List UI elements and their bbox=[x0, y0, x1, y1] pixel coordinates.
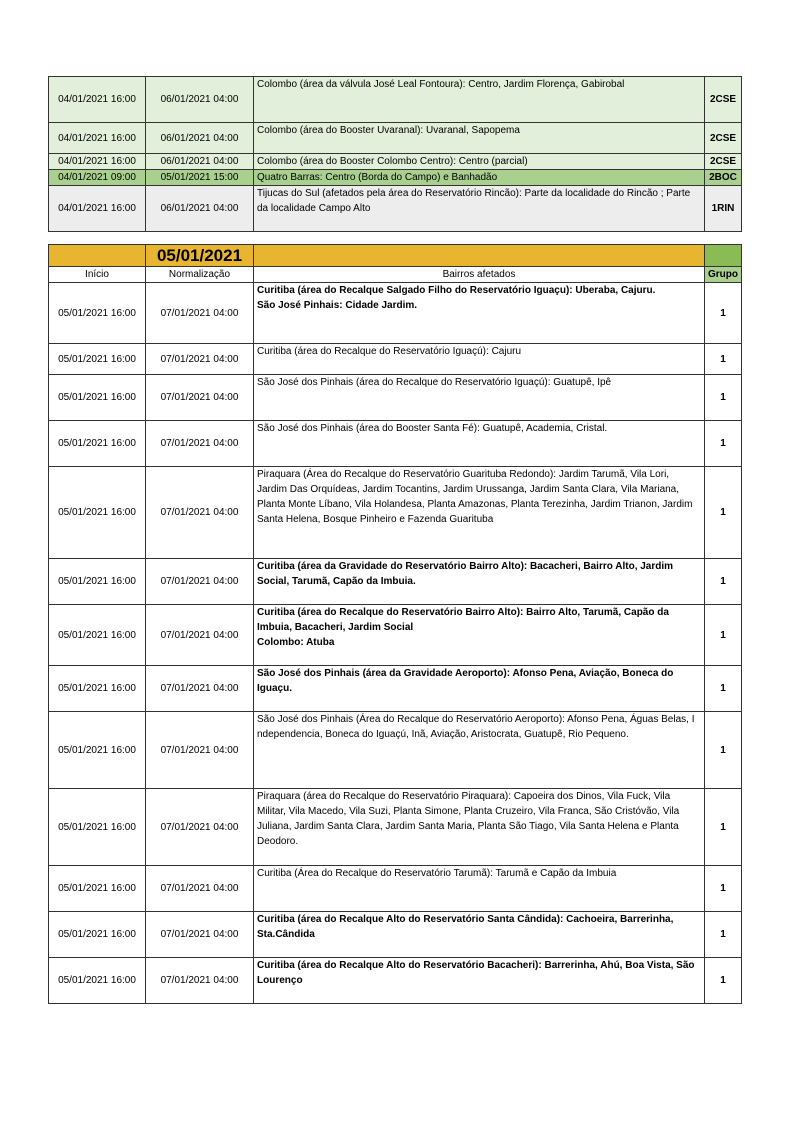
affected-neighborhoods-cell bbox=[254, 186, 705, 232]
table-row bbox=[49, 712, 742, 789]
normalization-time-cell: 07/01/2021 04:00 bbox=[146, 559, 254, 605]
affected-neighborhoods-cell bbox=[254, 77, 705, 123]
group-cell: 1 bbox=[705, 712, 742, 789]
normalization-time-cell: 07/01/2021 04:00 bbox=[146, 866, 254, 912]
affected-neighborhoods-cell bbox=[254, 605, 705, 666]
header-normalizacao: Normalização bbox=[146, 267, 254, 283]
start-time-cell: 05/01/2021 16:00 bbox=[49, 866, 146, 912]
table-row bbox=[49, 170, 742, 186]
normalization-time-cell: 07/01/2021 04:00 bbox=[146, 666, 254, 712]
neighborhoods-line: Quatro Barras: Centro (Borda do Campo) e Banhadão bbox=[257, 172, 498, 183]
start-time-cell: 04/01/2021 16:00 bbox=[49, 123, 146, 154]
neighborhoods-line: São José dos Pinhais (área da Gravidade Aeroporto): Afonso Pena, Aviação, Boneca do Iguaçu. bbox=[257, 668, 674, 694]
start-time-cell: 05/01/2021 16:00 bbox=[49, 344, 146, 375]
normalization-time-cell: 06/01/2021 04:00 bbox=[146, 123, 254, 154]
start-time-cell: 05/01/2021 16:00 bbox=[49, 605, 146, 666]
table-row bbox=[49, 467, 742, 559]
affected-neighborhoods-cell bbox=[254, 666, 705, 712]
affected-neighborhoods-cell bbox=[254, 467, 705, 559]
table-row bbox=[49, 559, 742, 605]
neighborhoods-line: Curitiba (área do Recalque Salgado Filho do Reservatório Iguaçu): Uberaba, Cajuru. bbox=[257, 285, 656, 296]
neighborhoods-line: Colombo: Atuba bbox=[257, 637, 335, 648]
normalization-time-cell: 05/01/2021 15:00 bbox=[146, 170, 254, 186]
neighborhoods-line: Curitiba (área do Recalque Alto do Reservatório Bacacheri): Barrerinha, Ahú, Boa Vista, São Lourenço bbox=[257, 960, 695, 986]
affected-neighborhoods-cell bbox=[254, 123, 705, 154]
neighborhoods-line: Curitiba (área do Recalque do Reservatório Bairro Alto): Bairro Alto, Tarumã, Capão da Imbuia, Bacacheri, Jardim Social bbox=[257, 607, 669, 633]
day-date: 05/01/2021 bbox=[146, 245, 254, 267]
affected-neighborhoods-cell bbox=[254, 154, 705, 170]
neighborhoods-line: Curitiba (Área do Recalque do Reservatório Tarumã): Tarumã e Capão da Imbuia bbox=[257, 868, 617, 879]
neighborhoods-line: Piraquara (Área do Recalque do Reservatório Guarituba Redondo): Jardim Tarumã, Vila Lori, Jardim Das Orquídeas, Jardim Tocantins, Jardim Urussanga, Jardim Santa Clara, Vila Mariana, Planta Monte Líbano, Vila Holandesa, Planta Amazonas, Planta Terezinha, Jardim Trianon, Jardim Santa Helena, Bosque Pinheiro e Fazenda Guarituba bbox=[257, 469, 693, 525]
affected-neighborhoods-cell bbox=[254, 170, 705, 186]
affected-neighborhoods-cell bbox=[254, 421, 705, 467]
header-bairros-afetados: Bairros afetados bbox=[254, 267, 705, 283]
table-row bbox=[49, 912, 742, 958]
table-row bbox=[49, 154, 742, 170]
group-cell: 1 bbox=[705, 344, 742, 375]
table-row bbox=[49, 77, 742, 123]
start-time-cell: 05/01/2021 16:00 bbox=[49, 789, 146, 866]
table-row bbox=[49, 186, 742, 232]
neighborhoods-line: Colombo (área da válvula José Leal Fontoura): Centro, Jardim Florença, Gabirobal bbox=[257, 79, 625, 90]
group-cell: 2BOC bbox=[705, 170, 742, 186]
group-cell: 1RIN bbox=[705, 186, 742, 232]
start-time-cell: 05/01/2021 16:00 bbox=[49, 912, 146, 958]
table-row bbox=[49, 866, 742, 912]
neighborhoods-line: Colombo (área do Booster Colombo Centro): Centro (parcial) bbox=[257, 156, 528, 167]
date-band-row bbox=[49, 245, 742, 267]
day-table-05-01-2021 bbox=[48, 244, 742, 1004]
normalization-time-cell: 07/01/2021 04:00 bbox=[146, 605, 254, 666]
date-band-empty bbox=[49, 245, 146, 267]
table-row bbox=[49, 666, 742, 712]
group-cell: 1 bbox=[705, 666, 742, 712]
start-time-cell: 04/01/2021 16:00 bbox=[49, 154, 146, 170]
table-row bbox=[49, 283, 742, 344]
table-row bbox=[49, 123, 742, 154]
neighborhoods-line: São José dos Pinhais (área do Booster Santa Fé): Guatupê, Academia, Cristal. bbox=[257, 423, 608, 434]
normalization-time-cell: 07/01/2021 04:00 bbox=[146, 283, 254, 344]
normalization-time-cell: 06/01/2021 04:00 bbox=[146, 77, 254, 123]
neighborhoods-line: Curitiba (área da Gravidade do Reservatório Bairro Alto): Bacacheri, Bairro Alto, Jardim Social, Tarumã, Capão da Imbuia. bbox=[257, 561, 674, 587]
group-cell: 1 bbox=[705, 912, 742, 958]
start-time-cell: 05/01/2021 16:00 bbox=[49, 958, 146, 1004]
normalization-time-cell: 07/01/2021 04:00 bbox=[146, 712, 254, 789]
start-time-cell: 04/01/2021 16:00 bbox=[49, 77, 146, 123]
header-grupo: Grupo bbox=[705, 267, 742, 283]
group-cell: 2CSE bbox=[705, 77, 742, 123]
neighborhoods-line: São José dos Pinhais (área do Recalque do Reservatório Iguaçú): Guatupê, Ipê bbox=[257, 377, 612, 388]
neighborhoods-line: São José dos Pinhais (Área do Recalque do Reservatório Aeroporto): Afonso Pena, Águas Belas, I bbox=[257, 714, 695, 725]
normalization-time-cell: 07/01/2021 04:00 bbox=[146, 958, 254, 1004]
table-row bbox=[49, 789, 742, 866]
affected-neighborhoods-cell bbox=[254, 866, 705, 912]
affected-neighborhoods-cell bbox=[254, 912, 705, 958]
normalization-time-cell: 07/01/2021 04:00 bbox=[146, 421, 254, 467]
neighborhoods-line: Colombo (área do Booster Uvaranal): Uvaranal, Sapopema bbox=[257, 125, 520, 136]
neighborhoods-line: Curitiba (área do Recalque do Reservatório Iguaçú): Cajuru bbox=[257, 346, 522, 357]
neighborhoods-line: Curitiba (área do Recalque Alto do Reservatório Santa Cândida): Cachoeira, Barrerinha, Sta.Cândida bbox=[257, 914, 674, 940]
group-cell: 1 bbox=[705, 421, 742, 467]
start-time-cell: 05/01/2021 16:00 bbox=[49, 712, 146, 789]
group-cell: 1 bbox=[705, 866, 742, 912]
table-row bbox=[49, 605, 742, 666]
table-row bbox=[49, 958, 742, 1004]
affected-neighborhoods-cell bbox=[254, 283, 705, 344]
group-cell: 2CSE bbox=[705, 154, 742, 170]
affected-neighborhoods-cell bbox=[254, 958, 705, 1004]
normalization-time-cell: 07/01/2021 04:00 bbox=[146, 467, 254, 559]
normalization-time-cell: 07/01/2021 04:00 bbox=[146, 789, 254, 866]
date-band-empty bbox=[254, 245, 705, 267]
group-cell: 1 bbox=[705, 283, 742, 344]
table-row bbox=[49, 344, 742, 375]
start-time-cell: 05/01/2021 16:00 bbox=[49, 283, 146, 344]
start-time-cell: 05/01/2021 16:00 bbox=[49, 559, 146, 605]
neighborhoods-line: Piraquara (área do Recalque do Reservatório Piraquara): Capoeira dos Dinos, Vila Fuck, Vila Militar, Vila Macedo, Vila Suzi, Planta Simone, Planta Cruzeiro, Vila Franca, São Cristóvão, Vila Juliana, Jardim Santa Clara, Jardim Santa Maria, Planta São Tiago, Vila Santa Helena e Planta Deodoro. bbox=[257, 791, 680, 847]
date-band-group-cell bbox=[705, 245, 742, 267]
affected-neighborhoods-cell bbox=[254, 375, 705, 421]
affected-neighborhoods-cell bbox=[254, 712, 705, 789]
affected-neighborhoods-cell bbox=[254, 559, 705, 605]
group-cell: 2CSE bbox=[705, 123, 742, 154]
normalization-time-cell: 06/01/2021 04:00 bbox=[146, 154, 254, 170]
affected-neighborhoods-cell bbox=[254, 789, 705, 866]
start-time-cell: 04/01/2021 09:00 bbox=[49, 170, 146, 186]
table-row bbox=[49, 421, 742, 467]
start-time-cell: 05/01/2021 16:00 bbox=[49, 375, 146, 421]
group-cell: 1 bbox=[705, 605, 742, 666]
start-time-cell: 05/01/2021 16:00 bbox=[49, 421, 146, 467]
start-time-cell: 04/01/2021 16:00 bbox=[49, 186, 146, 232]
neighborhoods-line: Tijucas do Sul (afetados pela área do Reservatório Rincão): Parte da localidade do Rincão ; Parte da localidade Campo Alto bbox=[257, 188, 691, 214]
normalization-time-cell: 07/01/2021 04:00 bbox=[146, 375, 254, 421]
group-cell: 1 bbox=[705, 958, 742, 1004]
normalization-time-cell: 07/01/2021 04:00 bbox=[146, 344, 254, 375]
group-cell: 1 bbox=[705, 467, 742, 559]
group-cell: 1 bbox=[705, 789, 742, 866]
neighborhoods-line: ndependencia, Boneca do Iguaçú, Inã, Aviação, Aristocrata, Guatupê, Rio Pequeno. bbox=[257, 729, 629, 740]
affected-neighborhoods-cell bbox=[254, 344, 705, 375]
normalization-time-cell: 06/01/2021 04:00 bbox=[146, 186, 254, 232]
column-header-row bbox=[49, 267, 742, 283]
table-row bbox=[49, 375, 742, 421]
group-cell: 1 bbox=[705, 559, 742, 605]
start-time-cell: 05/01/2021 16:00 bbox=[49, 666, 146, 712]
previous-day-table bbox=[48, 76, 742, 232]
group-cell: 1 bbox=[705, 375, 742, 421]
normalization-time-cell: 07/01/2021 04:00 bbox=[146, 912, 254, 958]
neighborhoods-line: São José Pinhais: Cidade Jardim. bbox=[257, 300, 418, 311]
header-inicio: Início bbox=[49, 267, 146, 283]
start-time-cell: 05/01/2021 16:00 bbox=[49, 467, 146, 559]
